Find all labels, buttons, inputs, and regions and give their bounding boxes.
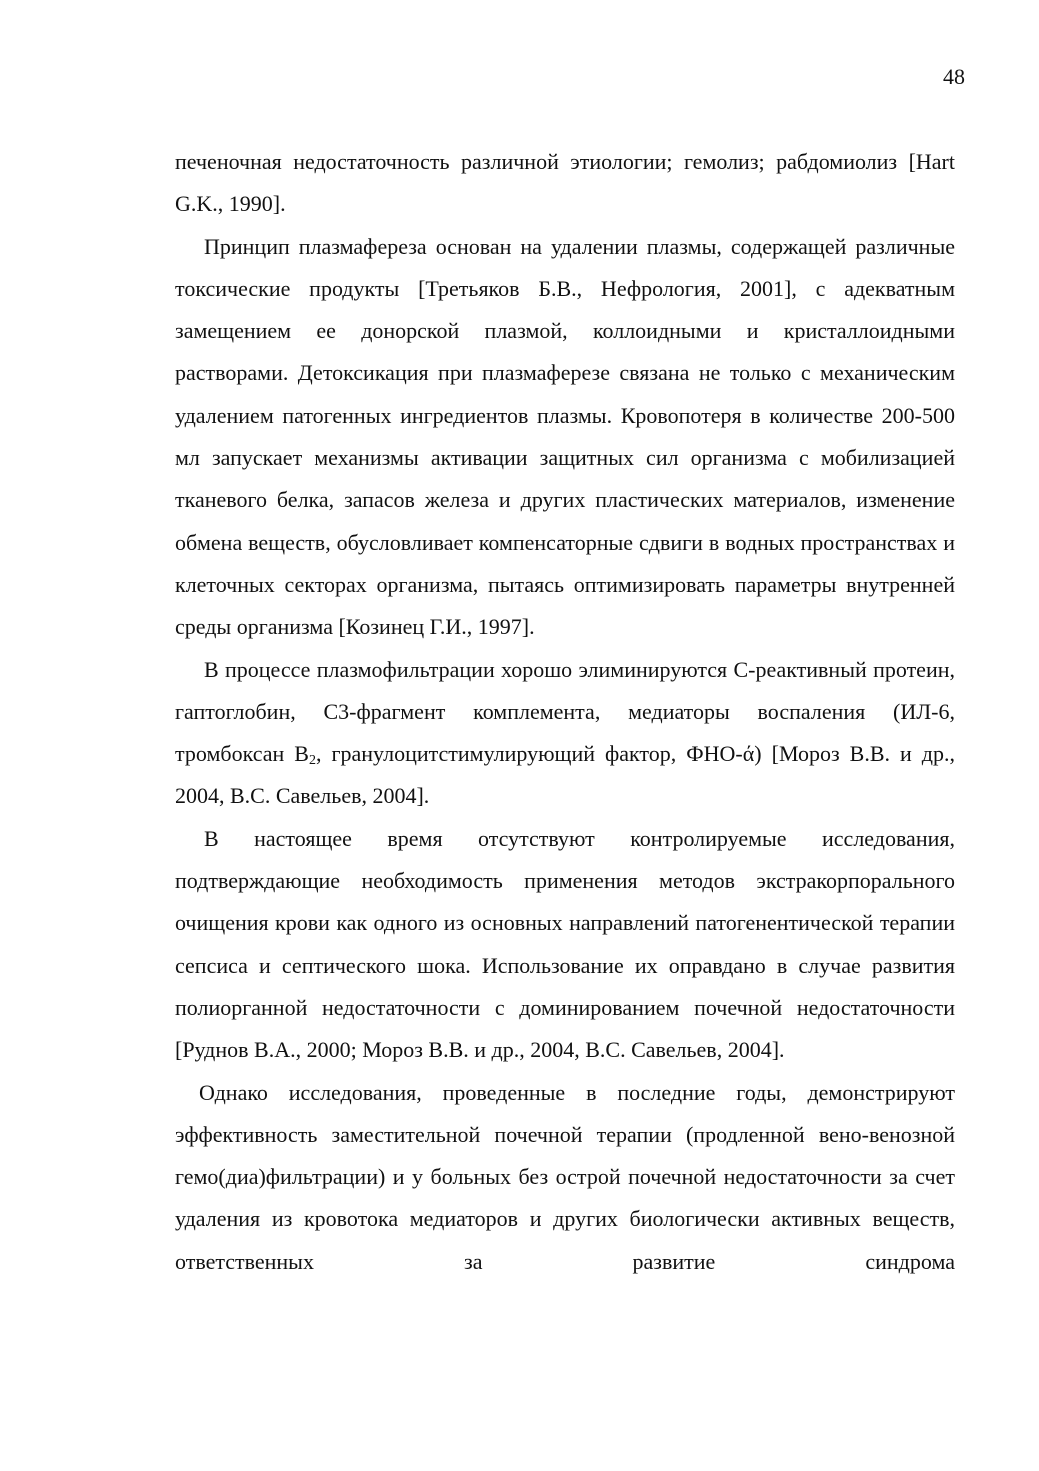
paragraph-4: В настоящее время отсутствуют контролируемые исследования, подтверждающие необходимость применения методов экстракорпорального очищения крови как одного из основных направлений патогенентической терапии сепсиса и септического шока. Использование их оправдано в случае развития полиорганной недостаточности с доминированием почечной недостаточности [Руднов В.А., 2000; Мороз В.В. и др., 2004, В.С. Савельев, 2004]. [175,825,955,1063]
paragraph-2: Принцип плазмафереза основан на удалении плазмы, содержащей различные токсические продукты [Третьяков Б.В., Нефрология, 2001], с адекватным замещением ее донорской плазмой, коллоидными и кристаллоидными растворами. Детоксикация при плазмаферезе связана не только с механическим удалением патогенных ингредиентов плазмы. Кровопотеря в количестве 200-500 мл запускает механизмы активации защитных сил организма с мобилизацией тканевого белка, запасов железа и других пластических материалов, изменение обмена веществ, обусловливает компенсаторные сдвиги в водных пространствах и клеточных секторах организма, пытаясь оптимизировать параметры внутренней среды организма [Козинец Г.И., 1997]. [175,233,955,640]
subscript: 2 [308,753,316,769]
page-number: 48 [943,64,965,89]
paragraph-3-text-b: , гранулоцитстимулирующий фактор, ФНО-ά) [Мороз В.В. и др., 2004, В.С. Савельев, 2004]. [175,741,955,809]
paragraph-3 [175,649,955,818]
document-body [175,141,955,1283]
paragraph-3-text-a: В процессе плазмофильтрации хорошо элиминируются С-реактивный протеин, гаптоглобин, С3-фрагмент комплемента, медиаторы воспаления (ИЛ-6, тромбоксан В [175,656,955,767]
paragraph-5: Однако исследования, проведенные в последние годы, демонстрируют эффективность заместительной почечной терапии (продленной вено-венозной гемо(диа)фильтрации) и у больных без острой почечной недостаточности за счет удаления из кровотока медиаторов и других биологически активных веществ, ответственных за развитие синдрома [175,1079,955,1274]
paragraph-1: печеночная недостаточность различной этиологии; гемолиз; рабдомиолиз [Hart G.K., 1990]. [175,149,955,217]
